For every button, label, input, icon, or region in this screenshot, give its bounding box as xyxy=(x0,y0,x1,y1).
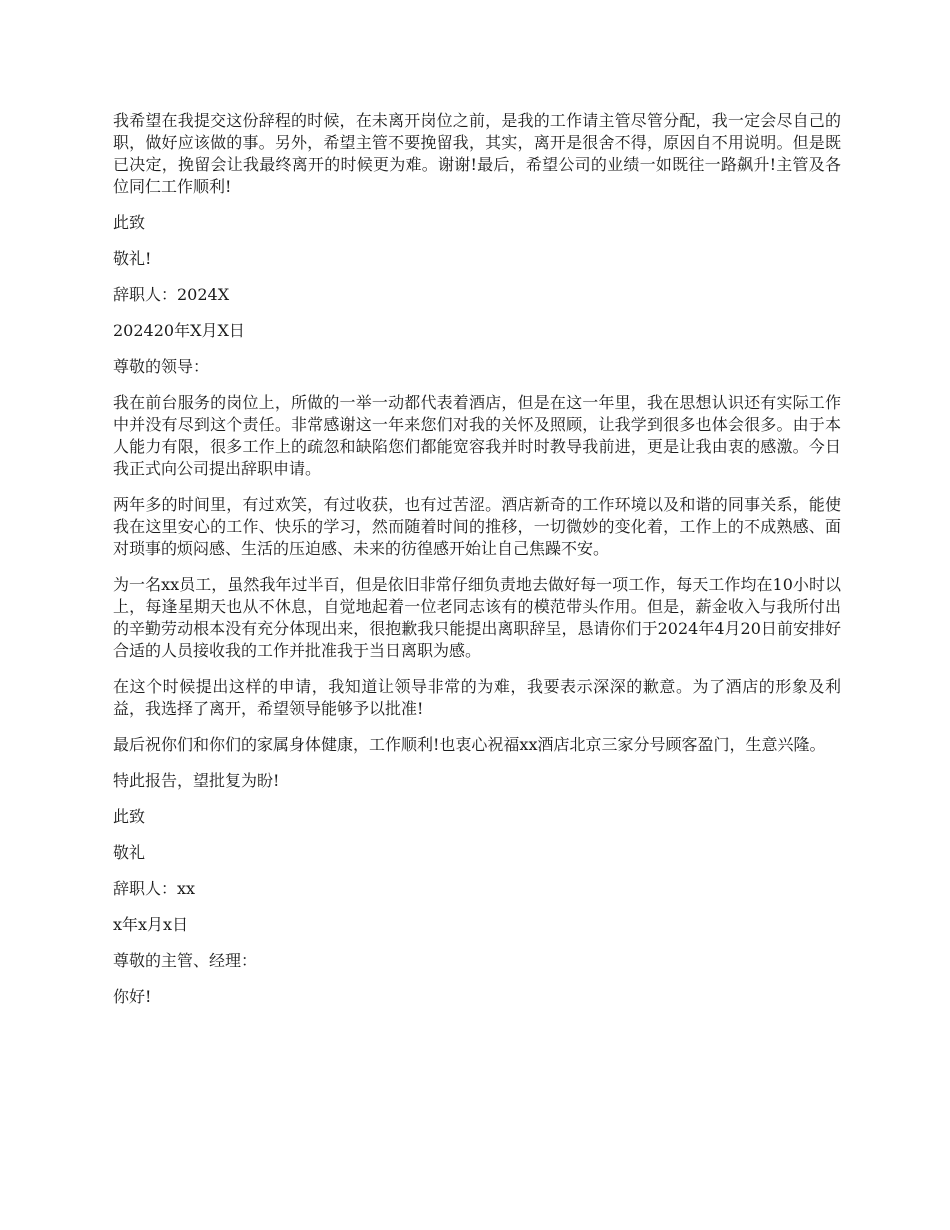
closing-regards-2: 敬礼 xyxy=(113,843,146,862)
signature-date: 202420年X月X日 xyxy=(113,321,245,340)
hello-line: 你好! xyxy=(113,987,152,1006)
paragraph-intro-request: 我希望在我提交这份辞程的时候，在未离开岗位之前，是我的工作请主管尽管分配，我一定会尽自己的职，做好应该做的事。另外，希望主管不要挽留我，其实，离开是很舍不得，原因自不用说明。但是既已决定，挽留会让我最终离开的时候更为难。谢谢!最后，希望公司的业绩一如既往一路飙升!主管及各位同仁工作顺利! xyxy=(113,111,841,196)
closing-salutation: 此致 xyxy=(113,213,146,232)
report-line: 特此报告，望批复为盼! xyxy=(113,771,280,790)
greeting-2: 尊敬的主管、经理： xyxy=(113,951,258,970)
signature-date-2: x年x月x日 xyxy=(113,915,189,934)
paragraph-employee: 为一名xx员工，虽然我年过半百，但是依旧非常仔细负责地去做好每一项工作，每天工作均在10小时以上，每逢星期天也从不休息，自觉地起着一位老同志该有的模范带头作用。但是，薪金收入与我所付出的辛勤劳动根本没有充分体现出来，很抱歉我只能提出离职辞呈，恳请你们于2024年4月20日前安排好合适的人员接收我的工作并批准我于当日离职为感。 xyxy=(113,575,841,660)
paragraph-two-years: 两年多的时间里，有过欢笑，有过收获，也有过苦涩。酒店新奇的工作环境以及和谐的同事关系，能使我在这里安心的工作、快乐的学习，然而随着时间的推移，一切微妙的变化着，工作上的不成熟感、面对琐事的烦闷感、生活的压迫感、未来的彷徨感开始让自己焦躁不安。 xyxy=(113,495,841,558)
signature-name-2: 辞职人：xx xyxy=(113,879,196,898)
document-body xyxy=(113,110,841,1022)
closing-regards: 敬礼! xyxy=(113,249,152,268)
paragraph-front-desk: 我在前台服务的岗位上，所做的一举一动都代表着酒店，但是在这一年里，我在思想认识还有实际工作中并没有尽到这个责任。非常感谢这一年来您们对我的关怀及照顾，让我学到很多也体会很多。由于本人能力有限，很多工作上的疏忽和缺陷您们都能宽容我并时时教导我前进，更是让我由衷的感激。今日我正式向公司提出辞职申请。 xyxy=(113,393,841,478)
paragraph-apology: 在这个时候提出这样的申请，我知道让领导非常的为难，我要表示深深的歉意。为了酒店的形象及利益，我选择了离开，希望领导能够予以批准! xyxy=(113,677,841,718)
greeting: 尊敬的领导： xyxy=(113,357,210,376)
paragraph-wishes: 最后祝你们和你们的家属身体健康，工作顺利!也衷心祝福xx酒店北京三家分号顾客盈门，生意兴隆。 xyxy=(113,735,826,754)
closing-salutation-2: 此致 xyxy=(113,807,146,826)
signature-name: 辞职人：2024X xyxy=(113,285,230,304)
